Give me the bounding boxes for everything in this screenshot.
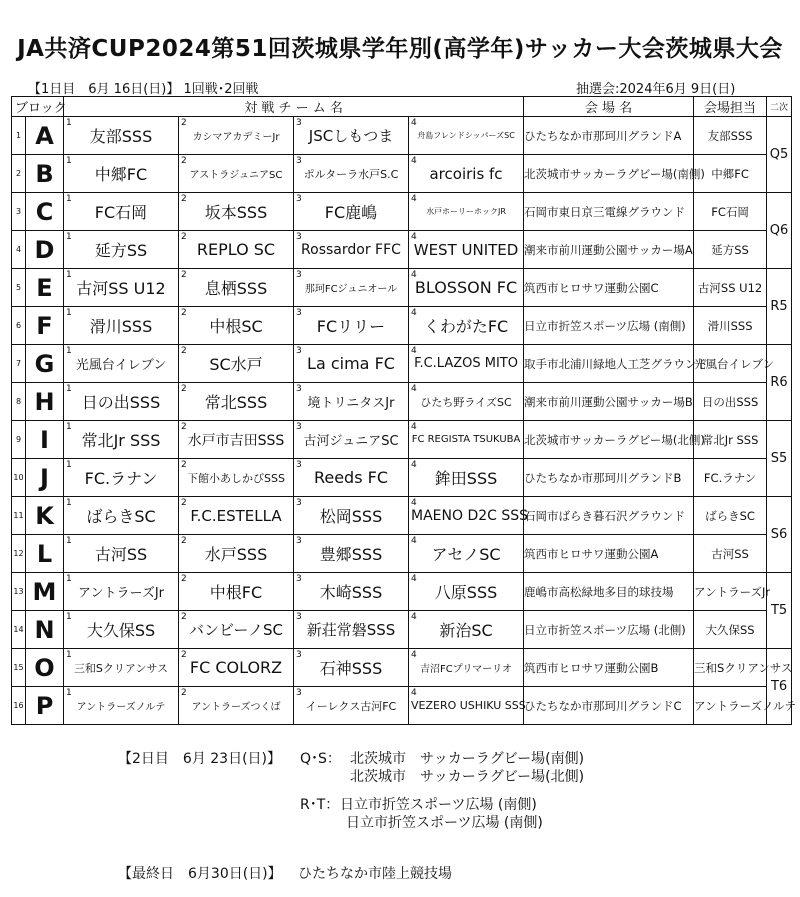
- seed-number: 2: [181, 688, 187, 698]
- team-name: F.C.ESTELLA: [190, 506, 282, 525]
- seed-number: 4: [411, 498, 417, 508]
- venue-name: ひたちなか市那珂川グランドB: [524, 459, 694, 497]
- team-cell: [294, 307, 409, 345]
- block-letter: D: [26, 231, 64, 269]
- team-cell: [179, 459, 294, 497]
- row-number: 14: [12, 611, 26, 649]
- team-name: VEZERO USHIKU SSS: [411, 699, 526, 712]
- seed-number: 3: [296, 118, 302, 128]
- team-name: 新荘常磐SSS: [306, 621, 396, 639]
- team-name: 境トリニタスJr: [307, 396, 395, 411]
- venue-name: 取手市北浦川緑地人工芝グラウンド: [524, 345, 694, 383]
- page-title: JA共済CUP2024第51回茨城県学年別(高学年)サッカー大会茨城県大会: [17, 36, 783, 62]
- seed-number: 2: [181, 612, 187, 622]
- block-letter: J: [26, 459, 64, 497]
- team-name: 大久保SS: [86, 621, 156, 640]
- team-name: 中根SC: [209, 317, 263, 336]
- table-row: [12, 535, 792, 573]
- block-letter: M: [26, 573, 64, 611]
- seed-number: 3: [296, 194, 302, 204]
- team-cell: [409, 269, 524, 307]
- row-number: 11: [12, 497, 26, 535]
- team-name: BLOSSON FC: [414, 278, 518, 297]
- seed-number: 4: [411, 346, 417, 356]
- team-cell: [179, 611, 294, 649]
- seed-number: 1: [66, 194, 72, 204]
- venue-name: 筑西市ヒロサワ運動公園C: [524, 269, 694, 307]
- team-cell: [64, 231, 179, 269]
- venue-host: アントラーズノルテ: [694, 687, 767, 725]
- team-name: La cima FC: [307, 354, 395, 373]
- header-venue: 会 場 名: [524, 97, 694, 117]
- team-name: アセノSC: [431, 545, 501, 564]
- seed-number: 3: [296, 536, 302, 546]
- team-name: REPLO SC: [196, 240, 276, 259]
- seed-number: 1: [66, 270, 72, 280]
- second-round-code: Q5: [767, 117, 792, 193]
- team-cell: [294, 459, 409, 497]
- row-number: 8: [12, 383, 26, 421]
- seed-number: 3: [296, 460, 302, 470]
- team-name: 日の出SSS: [81, 393, 161, 412]
- venue-host: 延方SS: [694, 231, 767, 269]
- team-cell: [64, 535, 179, 573]
- team-cell: [294, 231, 409, 269]
- team-cell: [64, 117, 179, 155]
- venue-name: ひたちなか市那珂川グランドA: [524, 117, 694, 155]
- block-letter: F: [26, 307, 64, 345]
- team-cell: [409, 345, 524, 383]
- team-name: 水戸市吉田SSS: [187, 432, 285, 449]
- team-name: 鉾田SSS: [434, 469, 498, 488]
- team-name: 滑川SSS: [89, 317, 153, 336]
- team-name: 常北Jr SSS: [81, 431, 161, 450]
- seed-number: 1: [66, 536, 72, 546]
- team-cell: [409, 649, 524, 687]
- team-name: アントラーズJr: [77, 586, 164, 601]
- team-name: MAENO D2C SSS: [411, 507, 529, 524]
- seed-number: 3: [296, 498, 302, 508]
- seed-number: 2: [181, 498, 187, 508]
- team-cell: [294, 117, 409, 155]
- venue-name: 鹿嶋市高松緑地多目的球技場: [524, 573, 694, 611]
- seed-number: 2: [181, 194, 187, 204]
- seed-number: 3: [296, 574, 302, 584]
- team-cell: [64, 459, 179, 497]
- team-cell: [409, 383, 524, 421]
- header-matchup: 対 戦 チ ー ム 名: [64, 97, 524, 117]
- venue-name: 潮来市前川運動公園サッカー場B: [524, 383, 694, 421]
- team-name: 新治SC: [439, 621, 493, 640]
- venue-host: FC石岡: [694, 193, 767, 231]
- team-cell: [409, 611, 524, 649]
- team-cell: [179, 231, 294, 269]
- seed-number: 3: [296, 232, 302, 242]
- team-cell: [294, 535, 409, 573]
- seed-number: 2: [181, 156, 187, 166]
- venue-host: 古河SS U12: [694, 269, 767, 307]
- team-cell: [294, 155, 409, 193]
- seed-number: 4: [411, 194, 417, 204]
- team-cell: [409, 573, 524, 611]
- team-name: 吉沼FCプリマーリオ: [420, 664, 513, 675]
- venue-name: 筑西市ヒロサワ運動公園A: [524, 535, 694, 573]
- seed-number: 3: [296, 156, 302, 166]
- row-number: 7: [12, 345, 26, 383]
- qs-prefix: Q･S：: [300, 751, 341, 767]
- team-name: 豊郷SSS: [319, 545, 383, 564]
- venue-name: 筑西市ヒロサワ運動公園B: [524, 649, 694, 687]
- team-cell: [409, 117, 524, 155]
- team-cell: [179, 345, 294, 383]
- team-name: FC.ラナン: [84, 469, 158, 488]
- team-name: 松岡SSS: [319, 507, 383, 526]
- team-name: 八原SSS: [434, 583, 498, 602]
- team-cell: [179, 193, 294, 231]
- team-cell: [409, 193, 524, 231]
- seed-number: 2: [181, 308, 187, 318]
- seed-number: 1: [66, 346, 72, 356]
- team-cell: [179, 421, 294, 459]
- team-name: 三和Sクリアンサス: [73, 661, 169, 675]
- row-number: 6: [12, 307, 26, 345]
- team-name: F.C.LAZOS MITO: [414, 356, 518, 371]
- team-name: アントラーズつくば: [191, 702, 281, 713]
- table-row: [12, 611, 792, 649]
- team-name: FC COLORZ: [189, 658, 283, 677]
- team-name: くわがたFC: [423, 317, 509, 336]
- seed-number: 3: [296, 270, 302, 280]
- row-number: 16: [12, 687, 26, 725]
- seed-number: 3: [296, 346, 302, 356]
- row-number: 3: [12, 193, 26, 231]
- day1-label: 【1日目 6月 16日(日)】 1回戦･2回戦: [28, 82, 259, 97]
- team-cell: [294, 611, 409, 649]
- second-round-code: S5: [767, 421, 792, 497]
- team-cell: [179, 383, 294, 421]
- rt-venue-1: 日立市折笠スポーツ広場 (南側): [340, 797, 537, 813]
- team-name: SC水戸: [209, 355, 263, 374]
- seed-number: 2: [181, 460, 187, 470]
- block-letter: C: [26, 193, 64, 231]
- team-cell: [64, 383, 179, 421]
- seed-number: 3: [296, 384, 302, 394]
- team-cell: [409, 231, 524, 269]
- team-cell: [64, 269, 179, 307]
- team-name: カシマアカデミーJr: [192, 132, 280, 143]
- row-number: 1: [12, 117, 26, 155]
- team-name: ひたち野ライズSC: [420, 395, 512, 409]
- team-name: バンビーノSC: [188, 621, 284, 639]
- row-number: 2: [12, 155, 26, 193]
- venue-host: 常北Jr SSS: [694, 421, 767, 459]
- team-cell: [294, 573, 409, 611]
- venue-host: 滑川SSS: [694, 307, 767, 345]
- seed-number: 2: [181, 118, 187, 128]
- seed-number: 3: [296, 422, 302, 432]
- venue-host: FC.ラナン: [694, 459, 767, 497]
- seed-number: 3: [296, 308, 302, 318]
- seed-number: 4: [411, 650, 417, 660]
- second-round-code: T6: [767, 649, 792, 725]
- row-number: 5: [12, 269, 26, 307]
- seed-number: 4: [411, 308, 417, 318]
- seed-number: 1: [66, 688, 72, 698]
- block-letter: E: [26, 269, 64, 307]
- team-cell: [179, 117, 294, 155]
- block-letter: B: [26, 155, 64, 193]
- team-name: 中郷FC: [94, 165, 148, 184]
- team-name: FC鹿嶋: [324, 203, 378, 222]
- second-round-code: Q6: [767, 193, 792, 269]
- team-name: 延方SS: [94, 241, 148, 260]
- seed-number: 1: [66, 574, 72, 584]
- venue-name: ひたちなか市那珂川グランドC: [524, 687, 694, 725]
- team-cell: [179, 573, 294, 611]
- seed-number: 3: [296, 612, 302, 622]
- team-name: 舟島フレンドシッパーズSC: [417, 131, 515, 140]
- seed-number: 4: [411, 156, 417, 166]
- block-letter: A: [26, 117, 64, 155]
- seed-number: 4: [411, 232, 417, 242]
- row-number: 12: [12, 535, 26, 573]
- venue-name: 石岡市東日京三電線グラウンド: [524, 193, 694, 231]
- seed-number: 2: [181, 422, 187, 432]
- team-name: 常北SSS: [204, 393, 268, 412]
- header-block: ブロック: [12, 97, 64, 117]
- team-name: ばらきSC: [86, 507, 156, 526]
- venue-name: 日立市折笠スポーツ広場 (南側): [524, 307, 694, 345]
- seed-number: 1: [66, 156, 72, 166]
- team-name: FC石岡: [94, 203, 148, 222]
- team-name: 那珂FCジュニオール: [304, 284, 398, 295]
- team-name: 石神SSS: [319, 659, 383, 678]
- seed-number: 1: [66, 232, 72, 242]
- second-round-code: S6: [767, 497, 792, 573]
- seed-number: 1: [66, 384, 72, 394]
- block-letter: N: [26, 611, 64, 649]
- venue-host: ばらきSC: [694, 497, 767, 535]
- team-cell: [64, 649, 179, 687]
- draw-date: 抽選会:2024年6月 9日(日): [576, 82, 736, 97]
- seed-number: 1: [66, 118, 72, 128]
- seed-number: 4: [411, 536, 417, 546]
- row-number: 15: [12, 649, 26, 687]
- table-row: [12, 383, 792, 421]
- venue-host: 日の出SSS: [694, 383, 767, 421]
- schedule-table: [11, 96, 797, 725]
- team-cell: [179, 155, 294, 193]
- second-round-code: T5: [767, 573, 792, 649]
- team-name: 友部SSS: [89, 127, 153, 146]
- qs-venue-1: 北茨城市 サッカーラグビー場(南側): [350, 751, 585, 767]
- team-cell: [409, 421, 524, 459]
- block-letter: H: [26, 383, 64, 421]
- team-cell: [294, 687, 409, 725]
- row-number: 13: [12, 573, 26, 611]
- seed-number: 4: [411, 118, 417, 128]
- seed-number: 4: [411, 422, 417, 432]
- team-name: 古河ジュニアSC: [303, 434, 399, 449]
- row-number: 9: [12, 421, 26, 459]
- table-row: [12, 459, 792, 497]
- seed-number: 4: [411, 574, 417, 584]
- team-name: ポルターラ水戸S.C: [303, 167, 399, 181]
- table-row: [12, 193, 792, 231]
- block-letter: I: [26, 421, 64, 459]
- team-cell: [294, 383, 409, 421]
- venue-name: 潮来市前川運動公園サッカー場A: [524, 231, 694, 269]
- team-cell: [409, 687, 524, 725]
- team-name: FCリリー: [316, 317, 386, 336]
- rt-prefix: R･T：: [300, 797, 340, 813]
- venue-host: 中郷FC: [694, 155, 767, 193]
- block-letter: P: [26, 687, 64, 725]
- team-name: 中根FC: [209, 583, 263, 602]
- seed-number: 1: [66, 650, 72, 660]
- header-row: [12, 97, 792, 117]
- team-cell: [179, 687, 294, 725]
- team-cell: [64, 687, 179, 725]
- row-number: 4: [12, 231, 26, 269]
- seed-number: 1: [66, 498, 72, 508]
- team-name: 下館小あしかびSSS: [187, 471, 285, 485]
- team-cell: [64, 611, 179, 649]
- table-row: [12, 269, 792, 307]
- team-name: arcoiris fc: [429, 164, 503, 183]
- team-cell: [179, 307, 294, 345]
- team-cell: [294, 421, 409, 459]
- team-cell: [409, 307, 524, 345]
- team-name: アストラジュニアSC: [189, 170, 283, 181]
- team-name: JSCしもつま: [308, 127, 394, 145]
- team-cell: [64, 573, 179, 611]
- block-letter: O: [26, 649, 64, 687]
- venue-name: 石岡市ばらき暮石沢グラウンド: [524, 497, 694, 535]
- day2-label: 【2日目 6月 23日(日)】: [118, 751, 282, 767]
- team-name: 坂本SSS: [204, 203, 268, 222]
- team-name: 光風台イレブン: [75, 358, 167, 373]
- seed-number: 2: [181, 346, 187, 356]
- team-name: 古河SS U12: [76, 279, 166, 298]
- table-row: [12, 231, 792, 269]
- seed-number: 2: [181, 536, 187, 546]
- team-cell: [64, 155, 179, 193]
- rt-venue-2: 日立市折笠スポーツ広場 (南側): [346, 815, 543, 831]
- team-name: Reeds FC: [313, 468, 389, 487]
- seed-number: 4: [411, 270, 417, 280]
- team-name: FC REGISTA TSUKUBA: [411, 434, 521, 445]
- seed-number: 2: [181, 232, 187, 242]
- team-name: イーレクス古河FC: [305, 699, 397, 713]
- team-cell: [179, 649, 294, 687]
- venue-host: 光風台イレブン: [694, 345, 767, 383]
- team-cell: [64, 307, 179, 345]
- team-cell: [64, 421, 179, 459]
- team-cell: [294, 193, 409, 231]
- team-cell: [294, 497, 409, 535]
- block-letter: K: [26, 497, 64, 535]
- team-cell: [64, 345, 179, 383]
- venue-name: 北茨城市サッカーラグビー場(南側): [524, 155, 694, 193]
- team-name: 息栖SSS: [204, 279, 268, 298]
- seed-number: 1: [66, 460, 72, 470]
- team-cell: [409, 459, 524, 497]
- team-name: 古河SS: [94, 545, 148, 564]
- table-row: [12, 117, 792, 155]
- seed-number: 1: [66, 612, 72, 622]
- venue-host: 大久保SS: [694, 611, 767, 649]
- venue-host: 古河SS: [694, 535, 767, 573]
- qs-venue-2: 北茨城市 サッカーラグビー場(北側): [350, 769, 585, 785]
- second-round-code: R5: [767, 269, 792, 345]
- seed-number: 3: [296, 650, 302, 660]
- block-letter: G: [26, 345, 64, 383]
- second-round-code: R6: [767, 345, 792, 421]
- team-cell: [409, 155, 524, 193]
- header-second-round: 二次: [767, 97, 792, 117]
- table-row: [12, 649, 792, 687]
- venue-name: 日立市折笠スポーツ広場 (北側): [524, 611, 694, 649]
- seed-number: 1: [66, 308, 72, 318]
- team-name: 木崎SSS: [319, 583, 383, 602]
- seed-number: 2: [181, 574, 187, 584]
- table-row: [12, 307, 792, 345]
- team-cell: [64, 497, 179, 535]
- venue-host: 三和Sクリアンサス: [694, 649, 767, 687]
- seed-number: 4: [411, 384, 417, 394]
- team-cell: [409, 497, 529, 535]
- seed-number: 4: [411, 688, 417, 698]
- table-row: [12, 573, 792, 611]
- team-cell: [409, 535, 524, 573]
- team-name: 水戸ホーリーホックJR: [426, 207, 506, 216]
- team-cell: [179, 535, 294, 573]
- table-row: [12, 497, 792, 535]
- table-row: [12, 155, 792, 193]
- header-host: 会場担当: [694, 97, 767, 117]
- team-cell: [179, 269, 294, 307]
- team-cell: [294, 649, 409, 687]
- team-name: Rossardor FFC: [301, 241, 401, 258]
- block-letter: L: [26, 535, 64, 573]
- venue-host: 友部SSS: [694, 117, 767, 155]
- final-venue: ひたちなか市陸上競技場: [298, 866, 452, 882]
- row-number: 10: [12, 459, 26, 497]
- team-cell: [294, 345, 409, 383]
- seed-number: 3: [296, 688, 302, 698]
- seed-number: 4: [411, 460, 417, 470]
- table-row: [12, 345, 792, 383]
- team-cell: [294, 269, 409, 307]
- seed-number: 2: [181, 270, 187, 280]
- team-cell: [64, 193, 179, 231]
- venue-host: アントラーズJr: [694, 573, 767, 611]
- seed-number: 1: [66, 422, 72, 432]
- team-cell: [179, 497, 294, 535]
- venue-name: 北茨城市サッカーラグビー場(北側): [524, 421, 694, 459]
- seed-number: 2: [181, 384, 187, 394]
- team-name: 水戸SSS: [204, 545, 268, 564]
- table-row: [12, 687, 792, 725]
- seed-number: 2: [181, 650, 187, 660]
- team-name: アントラーズノルテ: [76, 702, 166, 713]
- final-label: 【最終日 6月30日(日)】: [118, 866, 282, 882]
- seed-number: 4: [411, 612, 417, 622]
- team-name: WEST UNITED: [413, 240, 519, 259]
- table-row: [12, 421, 792, 459]
